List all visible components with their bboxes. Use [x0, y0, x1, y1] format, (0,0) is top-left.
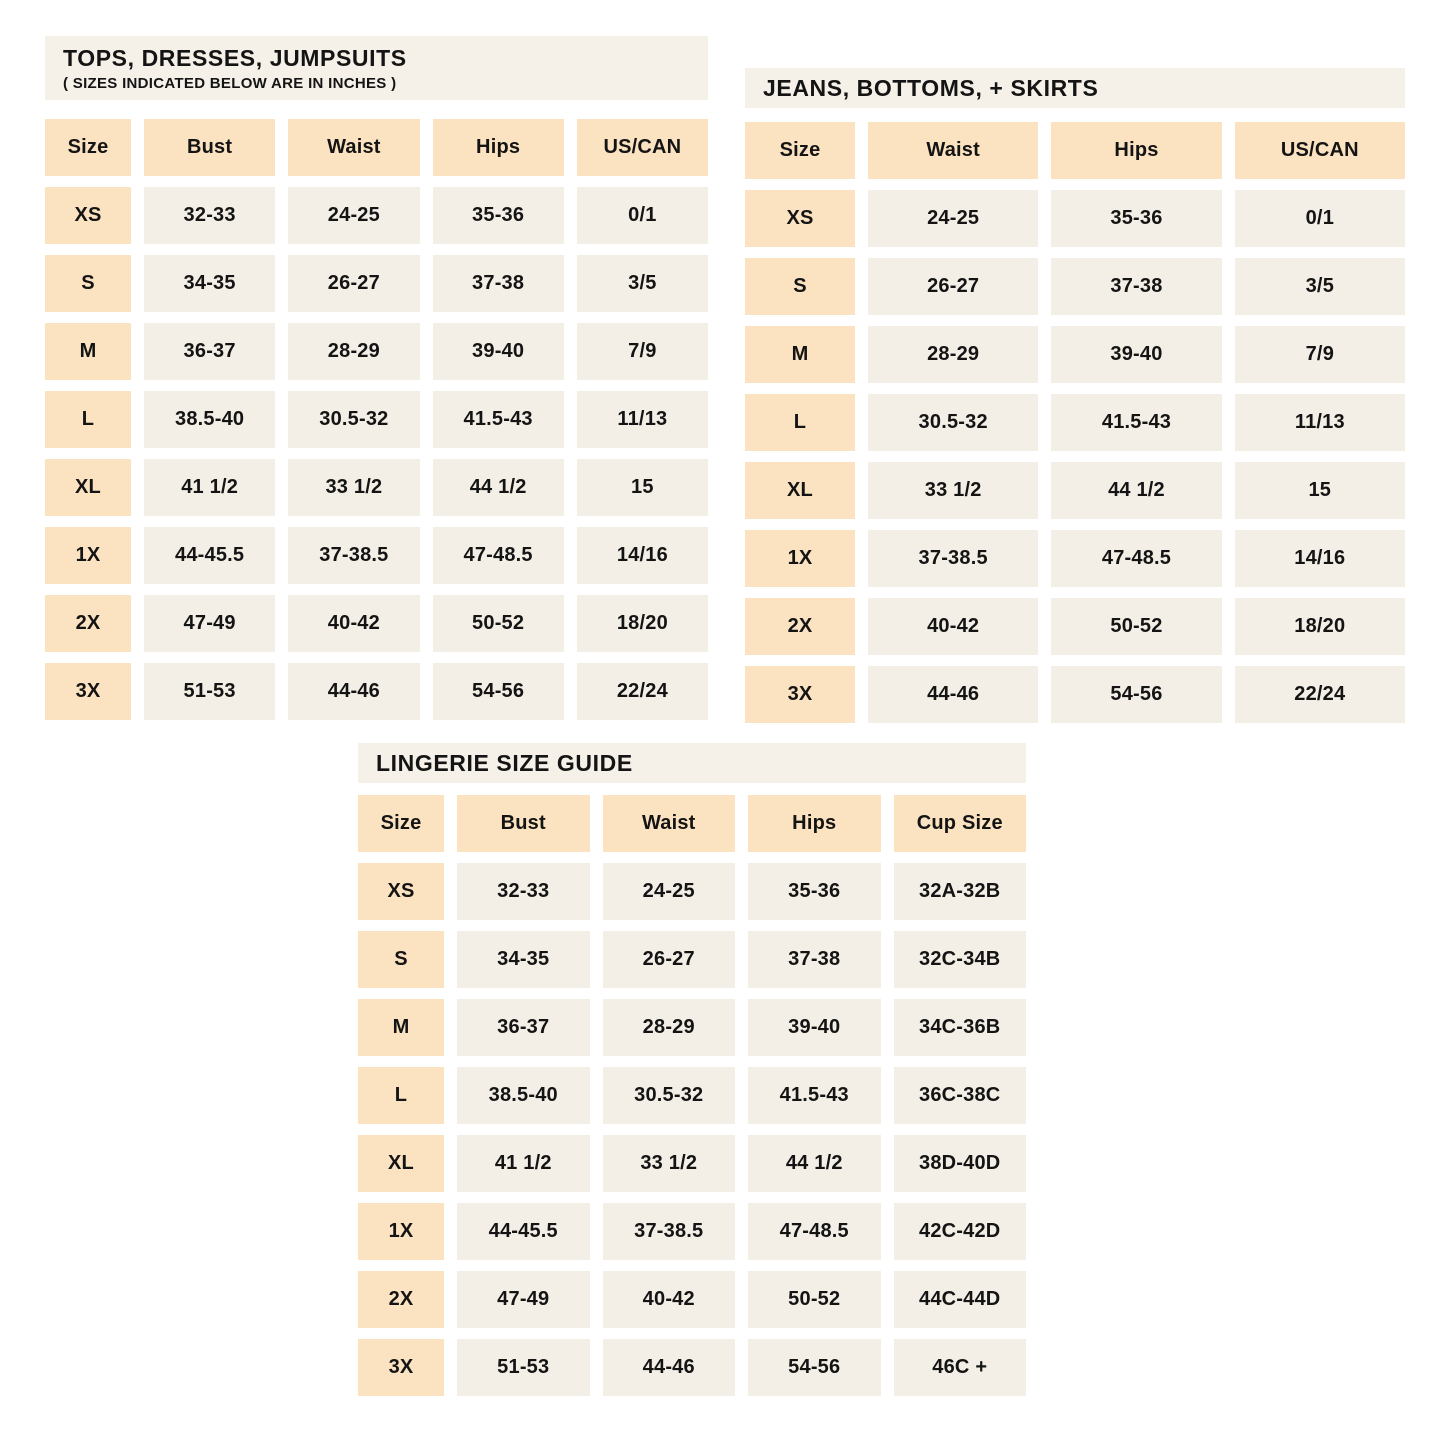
measurement-cell: 3/5 [1235, 258, 1405, 315]
measurement-cell: 37-38.5 [868, 530, 1038, 587]
measurement-cell: 46C + [894, 1339, 1027, 1396]
measurement-cell: 0/1 [577, 187, 708, 244]
size-label-cell: 3X [45, 663, 131, 720]
measurement-cell: 11/13 [577, 391, 708, 448]
measurement-cell: 38D-40D [894, 1135, 1027, 1192]
measurement-cell: 51-53 [457, 1339, 590, 1396]
measurement-cell: 40-42 [288, 595, 419, 652]
column-header: Waist [868, 122, 1038, 179]
measurement-cell: 24-25 [288, 187, 419, 244]
measurement-cell: 34-35 [144, 255, 275, 312]
lingerie-size-grid [358, 795, 1026, 1396]
measurement-cell: 47-48.5 [433, 527, 564, 584]
measurement-cell: 39-40 [1051, 326, 1221, 383]
measurement-cell: 32C-34B [894, 931, 1027, 988]
measurement-cell: 38.5-40 [144, 391, 275, 448]
column-header: Hips [748, 795, 881, 852]
measurement-cell: 44 1/2 [1051, 462, 1221, 519]
size-label-cell: XL [45, 459, 131, 516]
measurement-cell: 44-46 [288, 663, 419, 720]
measurement-cell: 28-29 [288, 323, 419, 380]
measurement-cell: 44C-44D [894, 1271, 1027, 1328]
measurement-cell: 33 1/2 [288, 459, 419, 516]
measurement-cell: 44 1/2 [433, 459, 564, 516]
measurement-cell: 34-35 [457, 931, 590, 988]
size-label-cell: S [45, 255, 131, 312]
measurement-cell: 36-37 [144, 323, 275, 380]
measurement-cell: 32-33 [144, 187, 275, 244]
measurement-cell: 47-49 [457, 1271, 590, 1328]
measurement-cell: 37-38 [1051, 258, 1221, 315]
column-header: Size [745, 122, 855, 179]
measurement-cell: 50-52 [433, 595, 564, 652]
measurement-cell: 22/24 [1235, 666, 1405, 723]
column-header: US/CAN [577, 119, 708, 176]
measurement-cell: 7/9 [1235, 326, 1405, 383]
bottoms-title-bar [745, 68, 1405, 108]
measurement-cell: 41.5-43 [1051, 394, 1221, 451]
measurement-cell: 28-29 [868, 326, 1038, 383]
measurement-cell: 15 [577, 459, 708, 516]
column-header: Waist [288, 119, 419, 176]
measurement-cell: 38.5-40 [457, 1067, 590, 1124]
size-label-cell: M [358, 999, 444, 1056]
measurement-cell: 30.5-32 [868, 394, 1038, 451]
tops-subtitle: ( SIZES INDICATED BELOW ARE IN INCHES ) [63, 74, 397, 92]
measurement-cell: 50-52 [748, 1271, 881, 1328]
tops-size-grid [45, 119, 708, 720]
size-label-cell: XS [45, 187, 131, 244]
measurement-cell: 41.5-43 [433, 391, 564, 448]
bottoms-size-grid [745, 122, 1405, 723]
measurement-cell: 47-49 [144, 595, 275, 652]
size-label-cell: XS [745, 190, 855, 247]
measurement-cell: 28-29 [603, 999, 736, 1056]
measurement-cell: 37-38 [748, 931, 881, 988]
measurement-cell: 15 [1235, 462, 1405, 519]
size-label-cell: XL [745, 462, 855, 519]
measurement-cell: 33 1/2 [603, 1135, 736, 1192]
measurement-cell: 41 1/2 [144, 459, 275, 516]
size-label-cell: M [745, 326, 855, 383]
size-label-cell: 1X [358, 1203, 444, 1260]
measurement-cell: 36-37 [457, 999, 590, 1056]
measurement-cell: 30.5-32 [288, 391, 419, 448]
size-label-cell: S [745, 258, 855, 315]
size-label-cell: M [45, 323, 131, 380]
measurement-cell: 54-56 [748, 1339, 881, 1396]
size-label-cell: L [358, 1067, 444, 1124]
size-label-cell: L [745, 394, 855, 451]
column-header: Hips [433, 119, 564, 176]
column-header: Waist [603, 795, 736, 852]
jeans-bottoms-skirts-table [745, 68, 1405, 723]
measurement-cell: 35-36 [1051, 190, 1221, 247]
tops-title: TOPS, DRESSES, JUMPSUITS [63, 44, 407, 71]
lingerie-title-bar [358, 743, 1026, 783]
tops-title-bar [45, 36, 708, 100]
size-label-cell: 2X [45, 595, 131, 652]
lingerie-size-guide-table [358, 743, 1026, 1396]
measurement-cell: 26-27 [868, 258, 1038, 315]
size-label-cell: 3X [745, 666, 855, 723]
measurement-cell: 35-36 [748, 863, 881, 920]
measurement-cell: 3/5 [577, 255, 708, 312]
measurement-cell: 34C-36B [894, 999, 1027, 1056]
column-header: Bust [457, 795, 590, 852]
measurement-cell: 18/20 [1235, 598, 1405, 655]
measurement-cell: 18/20 [577, 595, 708, 652]
measurement-cell: 41 1/2 [457, 1135, 590, 1192]
measurement-cell: 39-40 [748, 999, 881, 1056]
measurement-cell: 32A-32B [894, 863, 1027, 920]
measurement-cell: 26-27 [288, 255, 419, 312]
measurement-cell: 44 1/2 [748, 1135, 881, 1192]
measurement-cell: 30.5-32 [603, 1067, 736, 1124]
column-header: Cup Size [894, 795, 1027, 852]
measurement-cell: 51-53 [144, 663, 275, 720]
measurement-cell: 32-33 [457, 863, 590, 920]
measurement-cell: 7/9 [577, 323, 708, 380]
measurement-cell: 47-48.5 [748, 1203, 881, 1260]
column-header: Size [358, 795, 444, 852]
measurement-cell: 14/16 [1235, 530, 1405, 587]
size-label-cell: XS [358, 863, 444, 920]
column-header: Bust [144, 119, 275, 176]
column-header: Hips [1051, 122, 1221, 179]
measurement-cell: 14/16 [577, 527, 708, 584]
measurement-cell: 40-42 [868, 598, 1038, 655]
bottoms-title: JEANS, BOTTOMS, + SKIRTS [763, 74, 1099, 101]
measurement-cell: 37-38 [433, 255, 564, 312]
measurement-cell: 41.5-43 [748, 1067, 881, 1124]
measurement-cell: 40-42 [603, 1271, 736, 1328]
size-label-cell: 3X [358, 1339, 444, 1396]
measurement-cell: 35-36 [433, 187, 564, 244]
size-label-cell: S [358, 931, 444, 988]
measurement-cell: 33 1/2 [868, 462, 1038, 519]
measurement-cell: 47-48.5 [1051, 530, 1221, 587]
measurement-cell: 42C-42D [894, 1203, 1027, 1260]
measurement-cell: 44-46 [603, 1339, 736, 1396]
measurement-cell: 54-56 [1051, 666, 1221, 723]
measurement-cell: 24-25 [868, 190, 1038, 247]
measurement-cell: 36C-38C [894, 1067, 1027, 1124]
measurement-cell: 50-52 [1051, 598, 1221, 655]
measurement-cell: 22/24 [577, 663, 708, 720]
lingerie-title: LINGERIE SIZE GUIDE [376, 749, 633, 776]
measurement-cell: 37-38.5 [288, 527, 419, 584]
measurement-cell: 54-56 [433, 663, 564, 720]
column-header: Size [45, 119, 131, 176]
size-label-cell: 1X [45, 527, 131, 584]
measurement-cell: 39-40 [433, 323, 564, 380]
size-label-cell: L [45, 391, 131, 448]
measurement-cell: 44-46 [868, 666, 1038, 723]
size-label-cell: XL [358, 1135, 444, 1192]
measurement-cell: 11/13 [1235, 394, 1405, 451]
size-label-cell: 2X [358, 1271, 444, 1328]
measurement-cell: 0/1 [1235, 190, 1405, 247]
measurement-cell: 24-25 [603, 863, 736, 920]
tops-dresses-jumpsuits-table [45, 36, 708, 720]
size-label-cell: 2X [745, 598, 855, 655]
size-label-cell: 1X [745, 530, 855, 587]
measurement-cell: 26-27 [603, 931, 736, 988]
measurement-cell: 37-38.5 [603, 1203, 736, 1260]
measurement-cell: 44-45.5 [144, 527, 275, 584]
column-header: US/CAN [1235, 122, 1405, 179]
measurement-cell: 44-45.5 [457, 1203, 590, 1260]
